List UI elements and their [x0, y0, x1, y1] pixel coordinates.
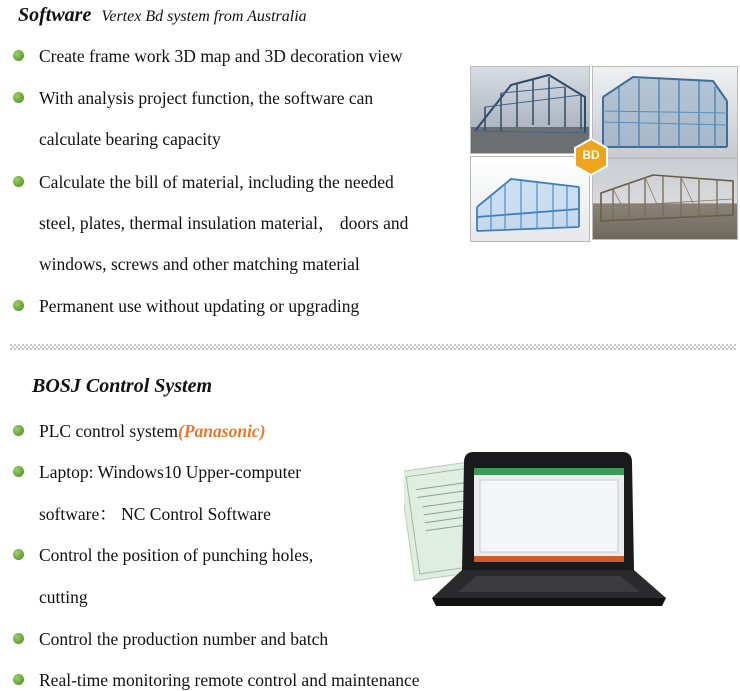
software-line: calculate bearing capacity	[39, 129, 221, 149]
software-heading	[18, 4, 307, 27]
frame-render-image	[592, 66, 738, 158]
software-subtitle: Vertex Bd system from Australia	[101, 8, 307, 25]
software-line: With analysis project function, the software can	[39, 88, 374, 108]
plc-label: PLC control system	[39, 421, 179, 441]
control-line: software： NC Control Software	[39, 504, 271, 524]
frame-construction-photo	[592, 158, 738, 240]
bd-logo-text: BD	[582, 148, 600, 162]
plc-brand: (Panasonic)	[178, 421, 266, 441]
laptop-image	[404, 446, 670, 610]
bullet-icon	[13, 300, 24, 311]
bullet-icon	[13, 425, 24, 436]
control-system-title: BOSJ Control System	[32, 375, 213, 397]
control-line: Control the production number and batch	[39, 629, 329, 649]
software-line: Calculate the bill of material, including the needed	[39, 172, 394, 192]
control-line: Real-time monitoring remote control and maintenance	[39, 670, 420, 690]
control-line: Laptop: Windows10 Upper-computer	[39, 462, 302, 482]
bullet-icon	[13, 176, 24, 187]
bullet-icon	[13, 466, 24, 477]
plc-line	[39, 420, 266, 442]
software-line: steel, plates, thermal insulation material， doors and	[39, 213, 409, 233]
bullet-icon	[13, 549, 24, 560]
software-line: Create frame work 3D map and 3D decoration view	[39, 46, 403, 66]
section-divider	[10, 344, 736, 350]
control-line: Control the position of punching holes,	[39, 545, 314, 565]
control-line: cutting	[39, 587, 88, 607]
bullet-icon	[13, 674, 24, 685]
bullet-icon	[13, 633, 24, 644]
software-title: Software	[18, 4, 92, 26]
bullet-icon	[13, 92, 24, 103]
bullet-icon	[13, 50, 24, 61]
software-line: windows, screws and other matching material	[39, 254, 360, 274]
software-line: Permanent use without updating or upgrading	[39, 296, 360, 316]
